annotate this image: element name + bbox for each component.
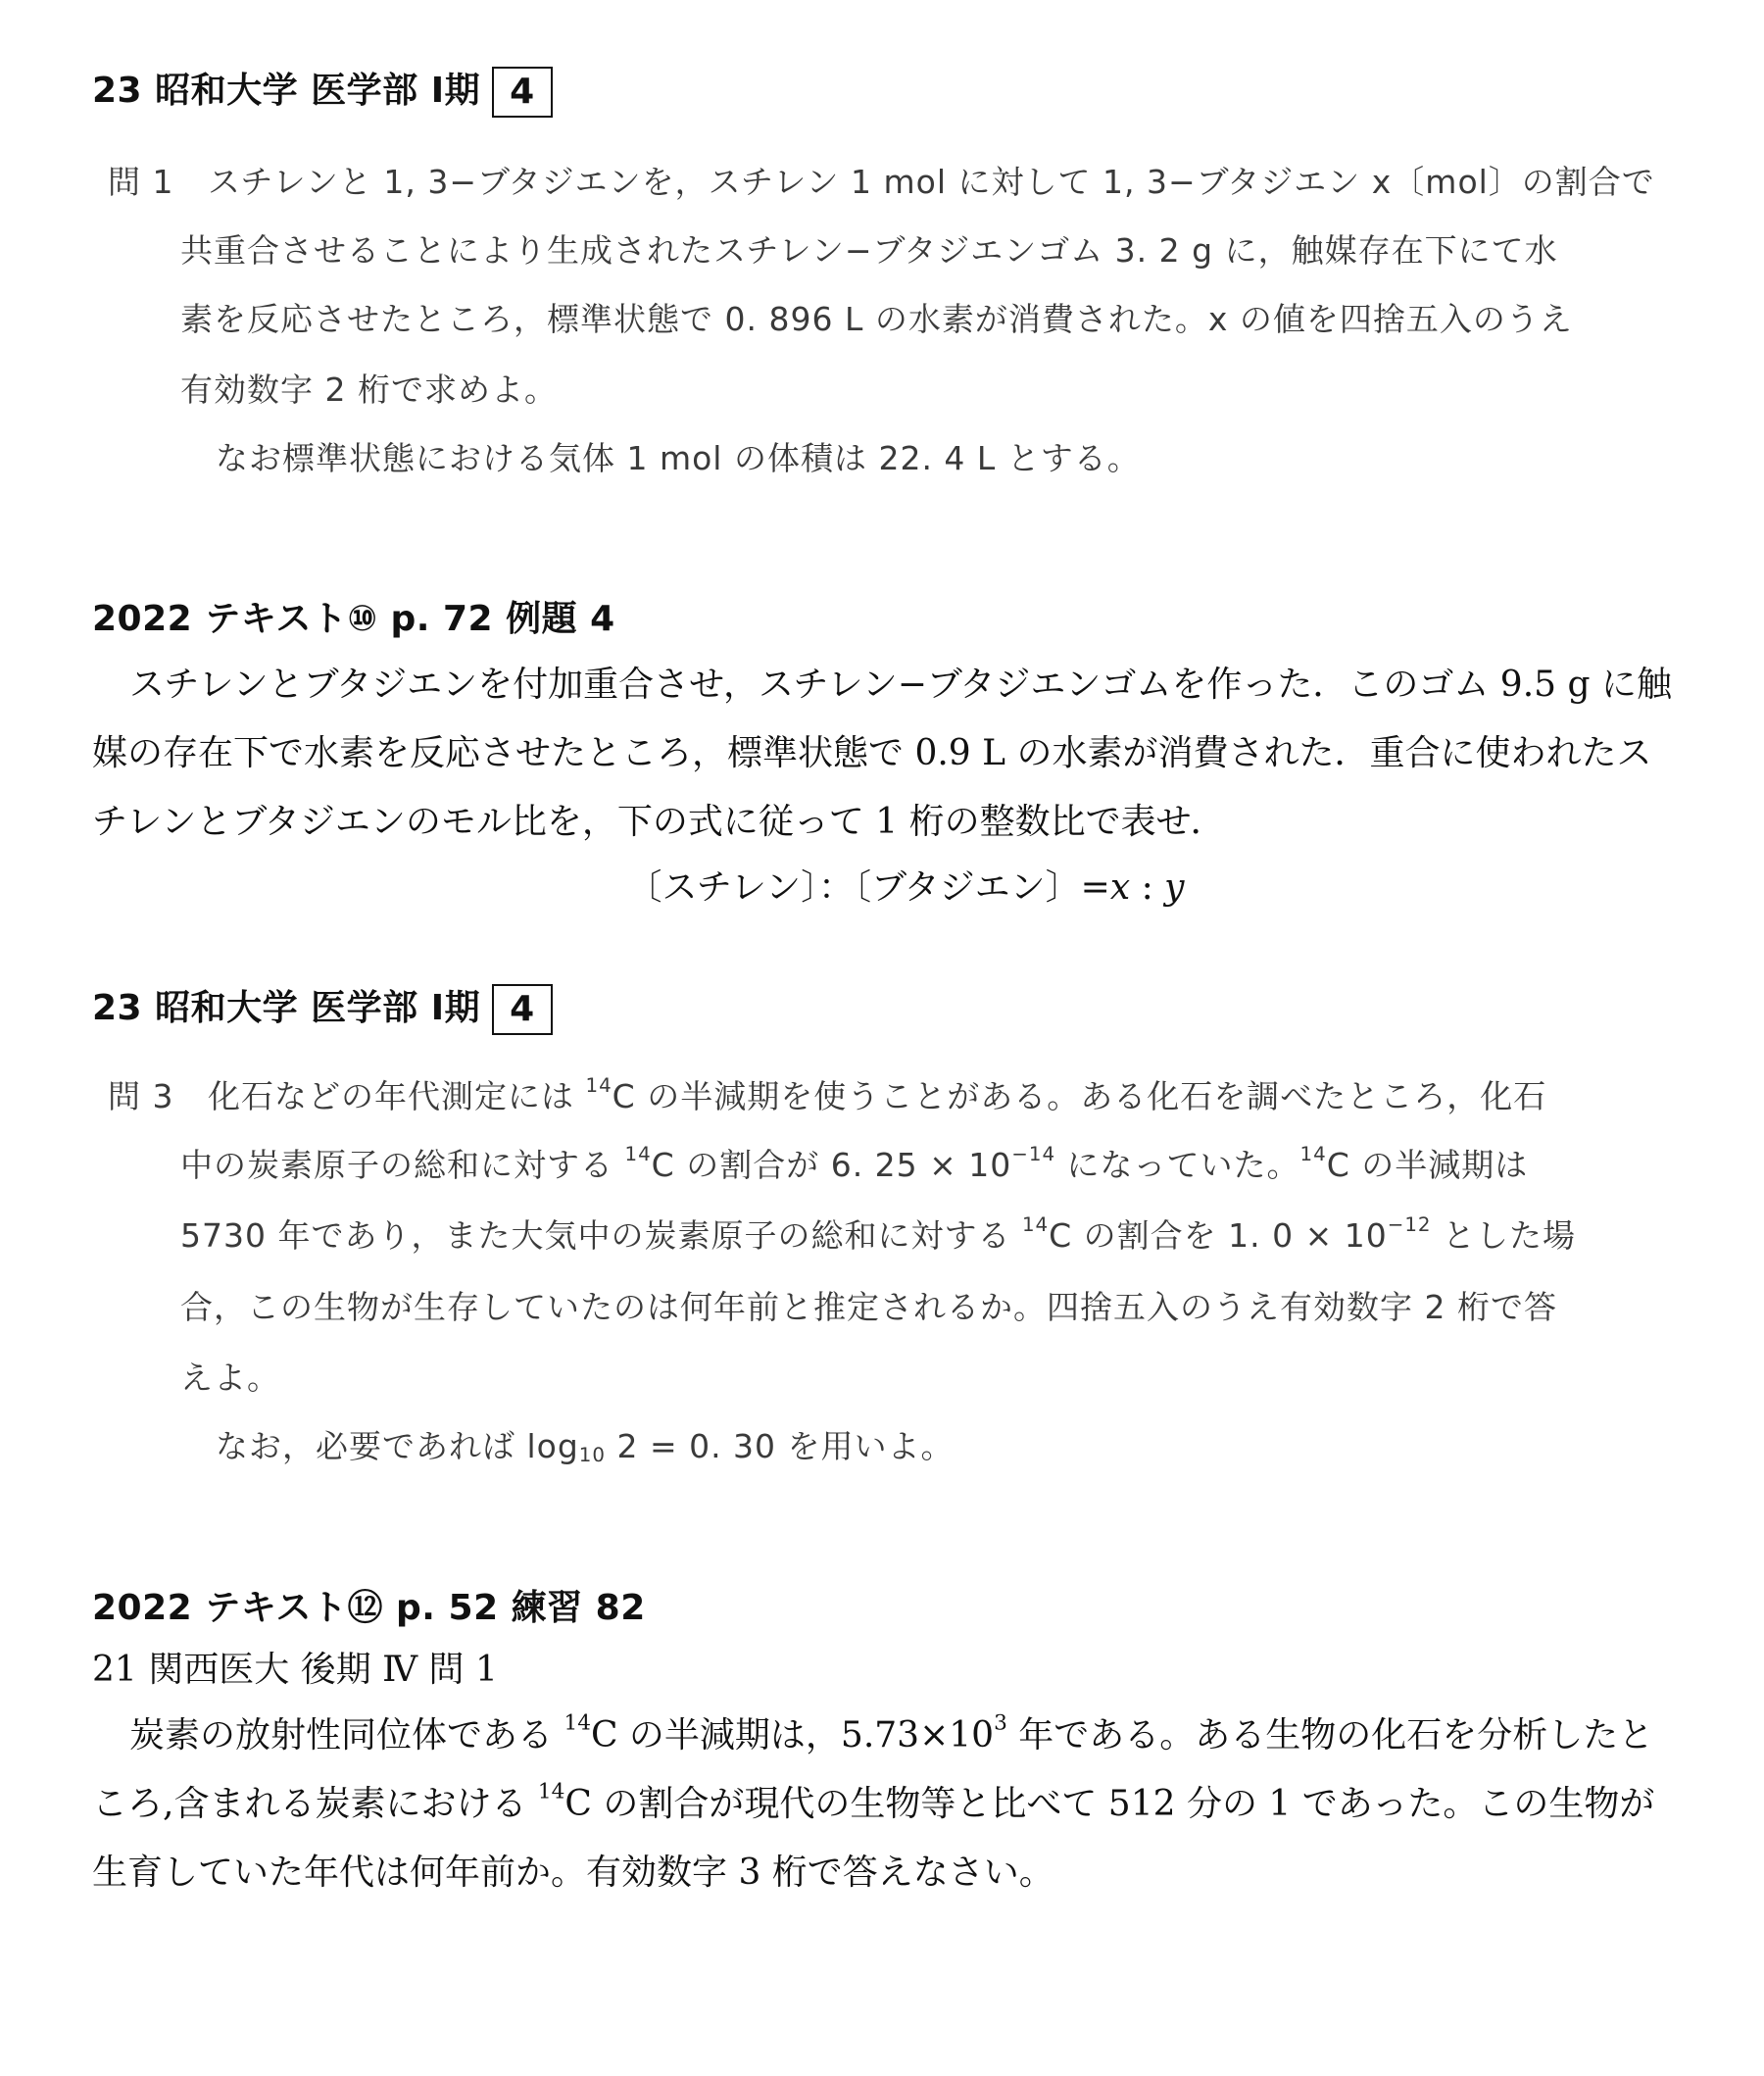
s3-l2-sup2: 14 xyxy=(1299,1143,1327,1166)
section1-heading-text: 23 昭和大学 医学部 Ⅰ期 xyxy=(92,71,481,111)
s4-p1-sup: 14 xyxy=(564,1710,591,1736)
section1-question-line5 xyxy=(216,433,1141,479)
s3-l4: 合，この生物が生存していたのは何年前と推定されるか。四捨五入のうえ有効数字 2 桁で答 xyxy=(180,1288,1557,1326)
section2-formula-x: x xyxy=(1109,867,1131,908)
s3-l6-sub: 10 xyxy=(578,1443,606,1466)
s4-p1-sup2: 14 xyxy=(537,1779,565,1804)
s3-l2-sup1: 14 xyxy=(624,1143,652,1166)
section1-q-text-3: 素を反応させたところ，標準状態で 0. 896 L の水素が消費された。x の値を四捨五入のうえ xyxy=(180,300,1573,338)
section1-q-text-5: なお標準状態における気体 1 mol の体積は 22. 4 L とする。 xyxy=(216,439,1141,477)
section2-formula xyxy=(131,857,1680,919)
s4-p1b: C の半減期は，5.73×10 xyxy=(590,1715,995,1755)
s3-l2-exp: −14 xyxy=(1011,1143,1056,1166)
s3-l1b: C の半減期を使うことがある。ある化石を調べたところ，化石 xyxy=(612,1077,1547,1115)
section3-question-line2 xyxy=(180,1140,1528,1186)
section2-formula-sep: : xyxy=(1130,867,1165,908)
section3-question-label: 問 3 xyxy=(108,1077,174,1115)
s3-l3-exp: −12 xyxy=(1387,1213,1432,1237)
s3-l2a: 中の炭素原子の総和に対する xyxy=(180,1146,625,1184)
section1-q-text-4: 有効数字 2 桁で求めよ。 xyxy=(180,371,558,409)
section3-heading-text: 23 昭和大学 医学部 Ⅰ期 xyxy=(92,988,481,1028)
section4-paragraph xyxy=(92,1702,1680,1907)
section3-question-line5 xyxy=(180,1353,280,1399)
section3-question-line3 xyxy=(180,1211,1576,1257)
section1-question-line1 xyxy=(108,157,1655,203)
s3-l2c: になっていた。 xyxy=(1055,1146,1300,1184)
s3-l6a: なお，必要であれば log xyxy=(216,1427,579,1465)
section2-formula-left: 〔スチレン〕：〔ブタジエン〕= xyxy=(626,867,1110,908)
section1-q-text-2: 共重合させることにより生成されたスチレン−ブタジエンゴム 3. 2 g に，触媒存在下にて水 xyxy=(180,231,1558,270)
section2-formula-y: y xyxy=(1164,867,1185,908)
section1-q-text-1: スチレンと 1, 3−ブタジエンを，スチレン 1 mol に対して 1, 3−ブタジエン x〔mol〕の割合で xyxy=(208,163,1655,201)
s4-p1-exp: 3 xyxy=(994,1710,1007,1736)
s3-l5: えよ。 xyxy=(180,1359,280,1397)
section3-problem-number-box: 4 xyxy=(492,984,553,1035)
section2-paragraph: スチレンとブタジエンを付加重合させ，スチレン−ブタジエンゴムを作った．このゴム 9.5 g に触媒の存在下で水素を反応させたところ，標準状態で 0.9 L の水素が消費された．重合に使われたスチレンとブタジエンのモル比を，下の式に従って 1 桁の整数比で表せ． xyxy=(92,665,1672,842)
section4-body xyxy=(92,1639,1680,1907)
s3-l6b: 2 = 0. 30 を用いよ。 xyxy=(605,1427,955,1465)
section3-question-line1 xyxy=(108,1071,1546,1117)
section1-problem-number-box: 4 xyxy=(492,67,553,118)
section2-body xyxy=(92,651,1680,919)
section1-heading xyxy=(92,63,553,118)
s3-l3c: とした場 xyxy=(1431,1216,1577,1255)
s3-l1-sup: 14 xyxy=(585,1074,612,1098)
section1-question-line3 xyxy=(180,294,1573,340)
s3-l2b: C の割合が 6. 25 × 10 xyxy=(651,1146,1012,1184)
section1-question-line2 xyxy=(180,225,1558,272)
section1-question-label: 問 1 xyxy=(108,163,174,201)
section3-question-line4 xyxy=(180,1282,1557,1328)
section4-heading xyxy=(92,1580,646,1630)
s3-l3-sup: 14 xyxy=(1021,1213,1050,1237)
section4-heading-text: 2022 テキスト⑫ p. 52 練習 82 xyxy=(92,1588,646,1628)
s4-p1d: C の割合が現代の生物等と比べて 512 分の 1 であった。この生物が生育していた年代は何年前か。有効数字 3 桁で答えなさい。 xyxy=(92,1784,1655,1893)
s4-p1a: 炭素の放射性同位体である xyxy=(129,1715,564,1755)
s3-l2d: C の半減期は xyxy=(1326,1146,1529,1184)
s4-p1c: 年である。ある生物の化石を分析したところ,含まれる炭素における xyxy=(92,1715,1654,1824)
section1-question-line4 xyxy=(180,365,558,411)
section2-heading xyxy=(92,591,615,641)
section3-heading xyxy=(92,980,553,1035)
section3-question-line6 xyxy=(216,1421,955,1467)
s3-l3b: C の割合を 1. 0 × 10 xyxy=(1049,1216,1388,1255)
section4-source: 21 関西医大 後期 Ⅳ 問 1 xyxy=(92,1650,498,1690)
section2-heading-text: 2022 テキスト⑩ p. 72 例題 4 xyxy=(92,599,615,639)
s3-l1a: 化石などの年代測定には xyxy=(208,1077,586,1115)
s3-l3a: 5730 年であり，また大気中の炭素原子の総和に対する xyxy=(180,1216,1022,1255)
